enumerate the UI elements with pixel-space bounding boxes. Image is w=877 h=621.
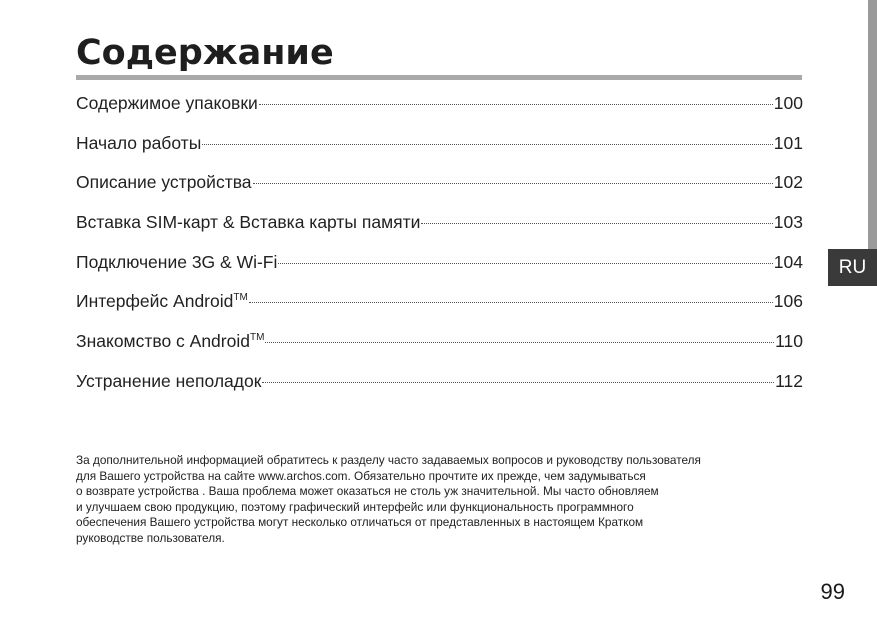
toc-entry-sim-and-memory-card[interactable]	[76, 210, 803, 250]
toc-entry-device-description[interactable]	[76, 170, 803, 210]
toc-entry-label: Подключение 3G & Wi-Fi	[76, 251, 278, 272]
note-line: для Вашего устройства на сайте www.archos.com. Обязательно прочтите их прежде, чем задумываться	[76, 468, 646, 483]
trademark-sup: TM	[233, 292, 248, 304]
page-number: 99	[820, 579, 845, 604]
table-of-contents	[76, 91, 803, 409]
toc-entry-label: Описание устройства	[76, 172, 252, 193]
toc-entry-label: Знакомство с Android™	[76, 331, 265, 352]
title-underline	[76, 75, 802, 80]
dot-leader	[421, 223, 772, 224]
toc-entry-label: Устранение неполадок	[76, 370, 262, 391]
toc-entry-page: 112	[775, 370, 803, 391]
toc-entry-page: 104	[773, 251, 803, 272]
dot-leader	[202, 144, 773, 145]
toc-entry-label: Вставка SIM-карт & Вставка карты памяти	[76, 212, 421, 233]
toc-entry-label: Содержимое упаковки	[76, 93, 258, 113]
toc-entry-page: 103	[773, 212, 803, 233]
toc-entry-3g-wifi-connection[interactable]	[76, 250, 803, 290]
note-line: о возврате устройства . Ваша проблема может оказаться не столь уж значительной. Мы часто обновляем	[76, 484, 659, 499]
dot-leader	[253, 183, 773, 184]
language-tab: RU	[828, 249, 877, 286]
toc-entry-page: 100	[773, 93, 803, 113]
toc-entry-package-contents[interactable]	[76, 91, 803, 131]
toc-entry-page: 102	[773, 172, 803, 193]
toc-entry-page: 106	[773, 291, 803, 312]
dot-leader	[259, 104, 773, 105]
note-line: За дополнительной информацией обратитесь к разделу часто задаваемых вопросов и руководству пользователя	[76, 453, 701, 467]
toc-entry-page: 101	[773, 132, 803, 153]
note-line: обеспечения Вашего устройства могут несколько отличаться от представленных в настоящем Кратком	[76, 515, 644, 530]
toc-entry-android-interface[interactable]	[76, 289, 803, 329]
dot-leader	[265, 342, 774, 343]
page-title: Содержание	[76, 33, 334, 73]
toc-entry-getting-to-know-android[interactable]	[76, 329, 803, 369]
toc-entry-troubleshooting[interactable]	[76, 369, 803, 409]
toc-entry-page: 110	[775, 331, 803, 352]
side-edge-bar	[868, 0, 877, 250]
note-line: и улучшаем свою продукцию, поэтому графический интерфейс или функциональность программного	[76, 499, 634, 514]
dot-leader	[262, 382, 774, 383]
toc-entry-label: Интерфейс Android™	[76, 291, 248, 312]
toc-entry-getting-started[interactable]	[76, 131, 803, 171]
note-line: руководстве пользователя.	[76, 530, 225, 545]
info-note	[76, 453, 811, 547]
trademark-sup: TM	[249, 332, 265, 344]
toc-entry-label: Начало работы	[76, 132, 202, 153]
dot-leader	[249, 302, 773, 303]
dot-leader	[278, 263, 772, 264]
